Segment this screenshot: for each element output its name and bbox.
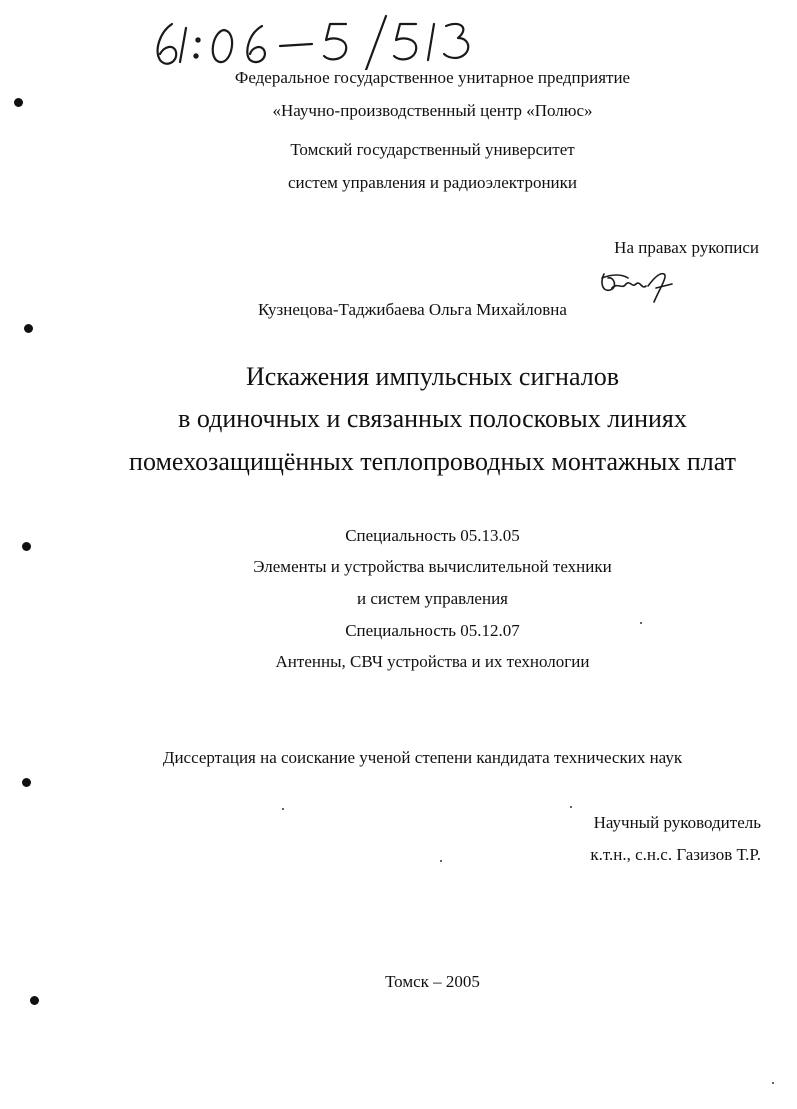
university-line-1: Томский государственный университет <box>290 140 575 159</box>
specialty-1-code: Специальность 05.13.05 <box>345 526 520 545</box>
signature <box>598 268 678 308</box>
specialty-2-code: Специальность 05.12.07 <box>345 621 520 640</box>
scan-speck <box>772 1082 774 1084</box>
place-year: Томск – 2005 <box>385 972 480 991</box>
signature-drawing <box>598 268 678 308</box>
handwritten-archive-number <box>150 10 480 70</box>
degree-statement: Диссертация на соискание ученой степени кандидата технических наук <box>162 748 683 767</box>
scan-hole-mark <box>22 542 31 551</box>
scan-speck <box>640 622 642 624</box>
author-name: Кузнецова-Таджибаева Ольга Михайловна <box>258 300 567 319</box>
specialty-2-name: Антенны, СВЧ устройства и их технологии <box>275 652 590 671</box>
handwritten-number-drawing <box>150 10 480 70</box>
scan-hole-mark <box>14 98 23 107</box>
scan-speck <box>570 806 572 808</box>
organization-line-2: «Научно-производственный центр «Полюс» <box>272 101 593 120</box>
title-line-2: в одиночных и связанных полосковых линиях <box>178 404 687 433</box>
scan-speck <box>440 860 442 862</box>
scan-hole-mark <box>22 778 31 787</box>
manuscript-rights: На правах рукописи <box>614 238 759 257</box>
supervisor-label: Научный руководитель <box>593 813 761 832</box>
title-line-1: Искажения импульсных сигналов <box>246 362 619 391</box>
title-line-3: помехозащищённых теплопроводных монтажных плат <box>129 447 736 476</box>
scan-hole-mark <box>30 996 39 1005</box>
specialty-1-name-line-2: и систем управления <box>356 589 508 608</box>
university-line-2: систем управления и радиоэлектроники <box>288 173 577 192</box>
scan-speck <box>282 808 284 810</box>
organization-line-1: Федеральное государственное унитарное предприятие <box>234 68 631 87</box>
specialty-1-name-line-1: Элементы и устройства вычислительной техники <box>253 557 612 576</box>
supervisor-name: к.т.н., с.н.с. Газизов Т.Р. <box>590 845 761 864</box>
scan-hole-mark <box>24 324 33 333</box>
